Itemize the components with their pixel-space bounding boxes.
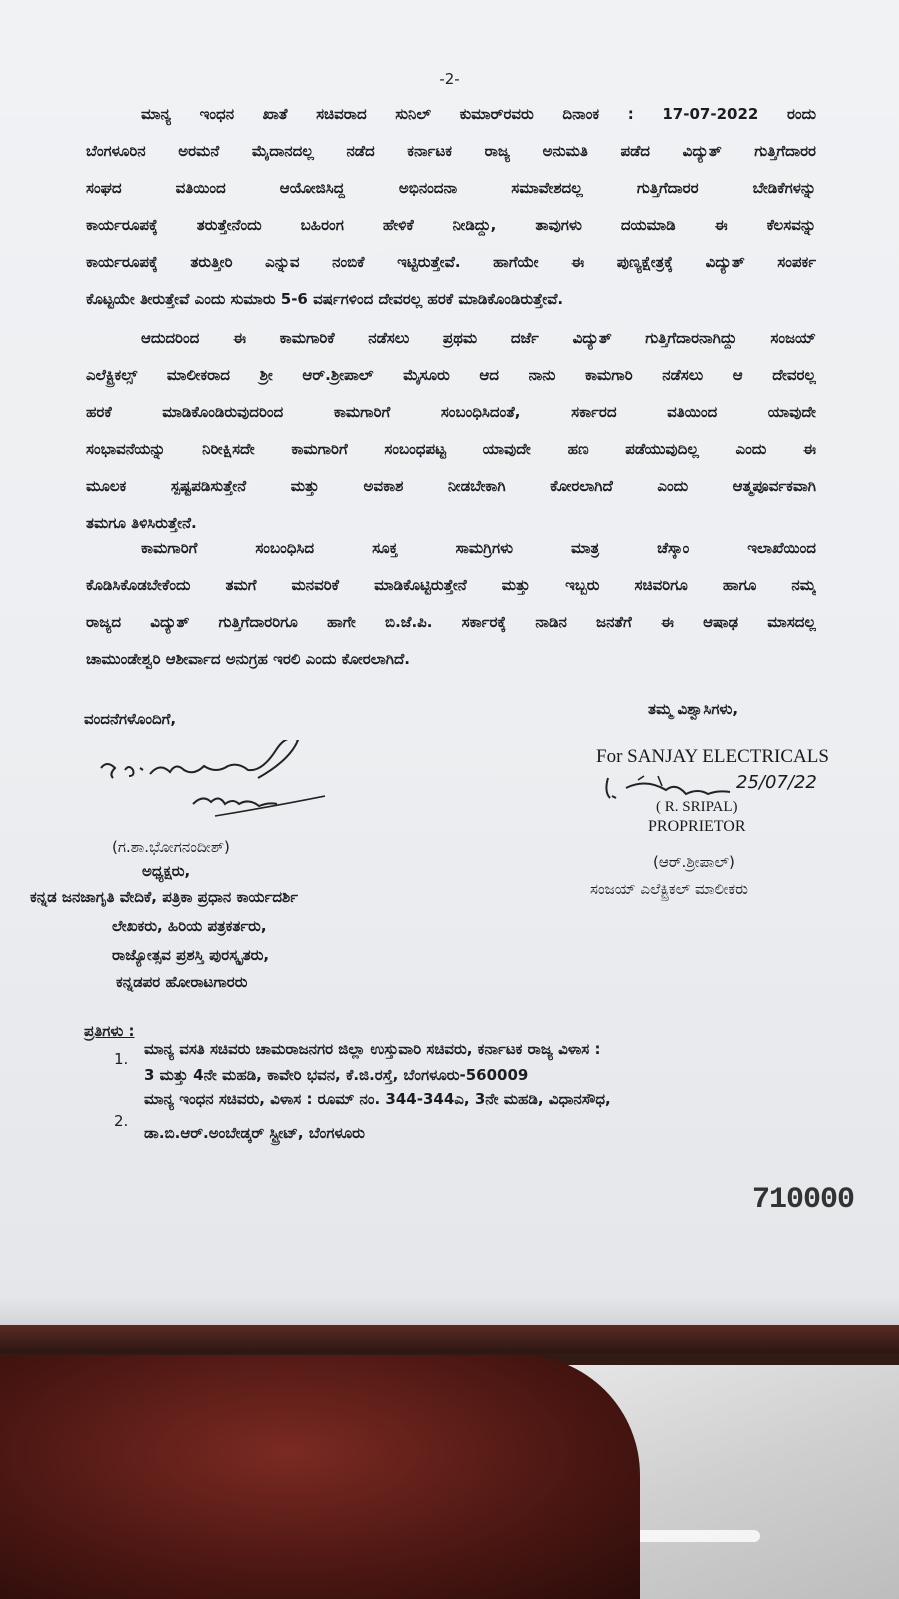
paragraph-line: ಎಲೆಕ್ಟ್ರಿಕಲ್ಸ್ ಮಾಲೀಕರಾದ ಶ್ರೀ ಆರ್.ಶ್ರೀಪಾಲ್ ಮೈಸೂರು ಆದ ನಾನು ಕಾಮಗಾರಿ ನಡೆಸಲು ಆ ದೇವರಲ್ಲ — [86, 366, 816, 384]
paragraph-3 — [86, 530, 816, 678]
paragraph-line: ಹರಕೆ ಮಾಡಿಕೊಂಡಿರುವುದರಿಂದ ಕಾಮಗಾರಿಗೆ ಸಂಬಂಧಿಸಿದಂತೆ, ಸರ್ಕಾರದ ವತಿಯಿಂದ ಯಾವುದೇ — [86, 403, 816, 421]
left-signatory-role: ರಾಜ್ಯೋತ್ಸವ ಪ್ರಶಸ್ತಿ ಪುರಸ್ಕೃತರು, — [112, 946, 270, 964]
copy-line: ಮಾನ್ಯ ವಸತಿ ಸಚಿವರು ಚಾಮರಾಜನಗರ ಜಿಲ್ಲಾ ಉಸ್ತುವಾರಿ ಸಚಿವರು, ಕರ್ನಾಟಕ ರಾಜ್ಯ ವಿಳಾಸ : — [144, 1040, 601, 1058]
paragraph-line: ಬೆಂಗಳೂರಿನ ಅರಮನೆ ಮೈದಾನದಲ್ಲ ನಡೆದ ಕರ್ನಾಟಕ ರಾಜ್ಯ ಅನುಮತಿ ಪಡೆದ ವಿದ್ಯುತ್ ಗುತ್ತಿಗೆದಾರರ — [86, 142, 816, 160]
stamp-date: 25/07/22 — [736, 772, 817, 793]
paragraph-line: ರಾಜ್ಯದ ವಿದ್ಯುತ್ ಗುತ್ತಿಗೆದಾರರಿಗೂ ಹಾಗೇ ಬಿ.ಜೆ.ಪಿ. ಸರ್ಕಾರಕ್ಕೆ ನಾಡಿನ ಜನತೆಗೆ ಈ ಆಷಾಢ ಮಾಸದಲ್ಲ — [86, 613, 816, 631]
copies-label: ಪ್ರತಿಗಳು : — [84, 1022, 135, 1040]
stamp-name: ( R. SRIPAL) — [656, 799, 738, 815]
left-signatory-name: (ಗ.ಶಾ.ಭೋಗನಂದೀಶ್) — [112, 838, 230, 856]
stamp-title: PROPRIETOR — [648, 818, 746, 835]
closing-left: ವಂದನೆಗಳೊಂದಿಗೆ, — [84, 710, 177, 728]
left-signatory-role: ಕನ್ನಡ ಜನಜಾಗೃತಿ ವೇದಿಕೆ, ಪತ್ರಿಕಾ ಪ್ರಧಾನ ಕಾರ್ಯದರ್ಶಿ — [30, 888, 299, 906]
paragraph-2 — [86, 320, 816, 542]
left-signatory-role: ಕನ್ನಡಪರ ಹೋರಾಟಗಾರರು — [116, 973, 248, 991]
paragraph-line: ಕೊಡಿಸಿಕೊಡಬೇಕೆಂದು ತಮಗೆ ಮನವರಿಕೆ ಮಾಡಿಕೊಟ್ಟಿರುತ್ತೇನೆ ಮತ್ತು ಇಬ್ಬರು ಸಚಿವರಿಗೂ ಹಾಗೂ ನಮ್ಮ — [86, 576, 816, 594]
paragraph-line: ಕಾರ್ಯರೂಪಕ್ಕೆ ತರುತ್ತೇನೆಂದು ಬಹಿರಂಗ ಹೇಳಿಕೆ ನೀಡಿದ್ದು, ತಾವುಗಳು ದಯಮಾಡಿ ಈ ಕೆಲಸವನ್ನು — [86, 216, 816, 234]
paragraph-line: ಆದುದರಿಂದ ಈ ಕಾಮಗಾರಿಕೆ ನಡೆಸಲು ಪ್ರಥಮ ದರ್ಜೆ ವಿದ್ಯುತ್ ಗುತ್ತಿಗೆದಾರನಾಗಿದ್ದು ಸಂಜಯ್ — [141, 329, 816, 347]
right-signatory-name: (ಆರ್.ಶ್ರೀಪಾಲ್) — [653, 853, 735, 871]
copy-line: ಮಾನ್ಯ ಇಂಧನ ಸಚಿವರು, ವಿಳಾಸ : ರೂಮ್ ನಂ. 344-344ಎ, 3ನೇ ಮಹಡಿ, ವಿಧಾನಸೌಧ, — [144, 1090, 611, 1108]
copy-line: ಡಾ.ಬಿ.ಆರ್.ಅಂಬೇಡ್ಕರ್ ಸ್ಟ್ರೀಟ್, ಬೆಂಗಳೂರು — [144, 1124, 365, 1142]
fabric-surface — [0, 1355, 640, 1599]
paragraph-line: ತಮಗೂ ತಿಳಿಸಿರುತ್ತೇನೆ. — [86, 514, 197, 532]
page-stamp-number: 710000 — [752, 1183, 855, 1217]
paragraph-line: ಚಾಮುಂಡೇಶ್ವರಿ ಆಶೀರ್ವಾದ ಅನುಗ್ರಹ ಇರಲಿ ಎಂದು ಕೋರಲಾಗಿದೆ. — [86, 650, 410, 668]
copy-line: 3 ಮತ್ತು 4ನೇ ಮಹಡಿ, ಕಾವೇರಿ ಭವನ, ಕೆ.ಜಿ.ರಸ್ತೆ, ಬೆಂಗಳೂರು-560009 — [144, 1066, 529, 1084]
page-number: -2- — [439, 70, 460, 88]
left-signatory-role: ಲೇಖಕರು, ಹಿರಿಯ ಪತ್ರಕರ್ತರು, — [112, 917, 267, 935]
paper-shadow-edge — [0, 1325, 899, 1353]
closing-right: ತಮ್ಮ ವಿಶ್ವಾಸಿಗಳು, — [648, 700, 739, 718]
paragraph-line: ಮೂಲಕ ಸ್ಪಷ್ಟಪಡಿಸುತ್ತೇನೆ ಮತ್ತು ಅವಕಾಶ ನೀಡಬೇಕಾಗಿ ಕೋರಲಾಗಿದೆ ಎಂದು ಆತ್ಮಪೂರ್ವಕವಾಗಿ — [86, 477, 816, 495]
paragraph-line: ಸಂಭಾವನೆಯನ್ನು ನಿರೀಕ್ಷಿಸದೇ ಕಾಮಗಾರಿಗೆ ಸಂಬಂಧಪಟ್ಟ ಯಾವುದೇ ಹಣ ಪಡೆಯುವುದಿಲ್ಲ ಎಂದು ಈ — [86, 440, 816, 458]
paragraph-line: ಕೊಟ್ಟಯೇ ತೀರುತ್ತೇವೆ ಎಂದು ಸುಮಾರು 5-6 ವರ್ಷಗಳಿಂದ ದೇವರಲ್ಲ ಹರಕೆ ಮಾಡಿಕೊಂಡಿರುತ್ತೇವೆ. — [86, 290, 564, 308]
right-signatory-role: ಸಂಜಯ್ ಎಲೆಕ್ಟ್ರಿಕಲ್ ಮಾಲೀಕರು — [590, 880, 748, 898]
paragraph-line: ಸಂಘದ ವತಿಯಿಂದ ಆಯೋಜಿಸಿದ್ದ ಅಭಿನಂದನಾ ಸಮಾವೇಶದಲ್ಲ ಗುತ್ತಿಗೆದಾರರ ಬೇಡಿಕೆಗಳನ್ನು — [86, 179, 816, 197]
photo-background — [0, 1325, 899, 1599]
left-signatory-role: ಅಧ್ಯಕ್ಷರು, — [142, 862, 191, 880]
stamp-company: For SANJAY ELECTRICALS — [596, 746, 829, 767]
copy-number: 2. — [114, 1112, 129, 1130]
paragraph-line: ಕಾರ್ಯರೂಪಕ್ಕೆ ತರುತ್ತೀರಿ ಎನ್ನುವ ನಂಬಿಕೆ ಇಟ್ಟಿರುತ್ತೇವೆ. ಹಾಗೆಯೇ ಈ ಪುಣ್ಯಕ್ಷೇತ್ರಕ್ಕೆ ವಿದ್ಯುತ್ ಸಂಪರ್ಕ — [86, 253, 816, 271]
copy-number: 1. — [114, 1050, 129, 1068]
paragraph-line: ಕಾಮಗಾರಿಗೆ ಸಂಬಂಧಿಸಿದ ಸೂಕ್ತ ಸಾಮಗ್ರಿಗಳು ಮಾತ್ರ ಚೆಸ್ಕಾಂ ಇಲಾಖೆಯಿಂದ — [141, 539, 816, 557]
paragraph-1 — [86, 96, 816, 318]
paragraph-line: ಮಾನ್ಯ ಇಂಧನ ಖಾತೆ ಸಚಿವರಾದ ಸುನಿಲ್ ಕುಮಾರ್‌ರವರು ದಿನಾಂಕ : 17-07-2022 ರಂದು — [141, 105, 816, 123]
